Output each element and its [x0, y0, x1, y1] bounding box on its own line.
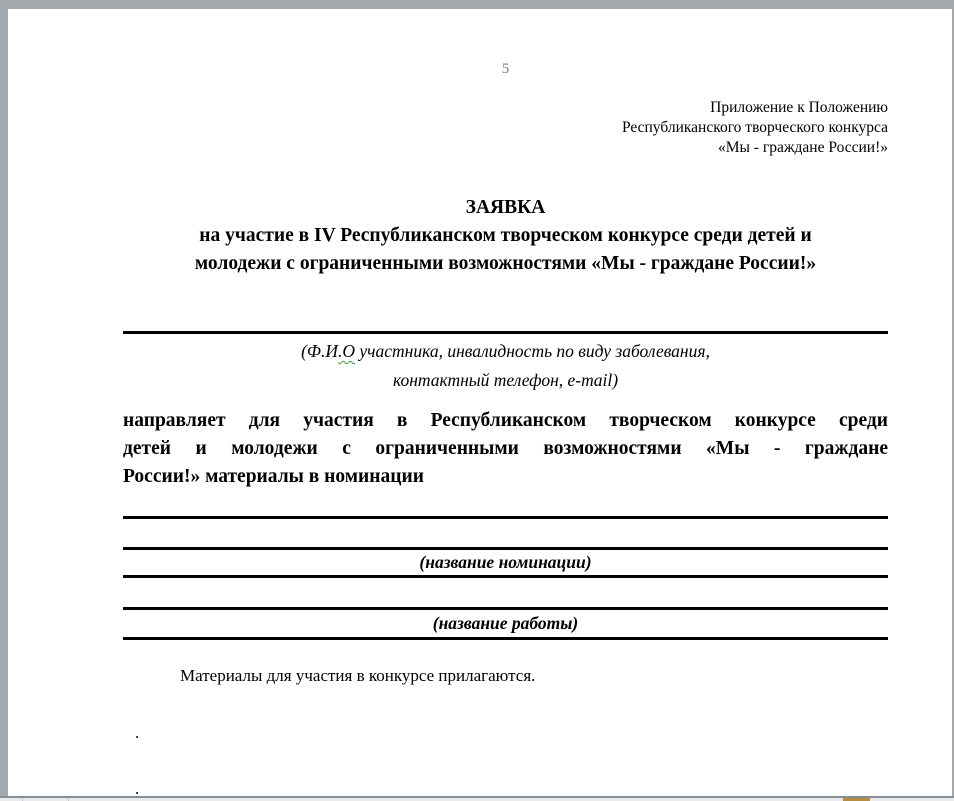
appendix-line: «Мы - граждане России!» — [717, 139, 888, 156]
form-title — [123, 194, 888, 278]
nomination-caption: (название номинации) — [419, 552, 592, 572]
nomination-blank-line-rule — [123, 516, 888, 519]
attachments-note: Материалы для участия в конкурсе прилагаются. — [180, 666, 536, 685]
stray-period-2: . — [135, 779, 140, 796]
participant-hint-spellcheck: .О — [338, 341, 356, 361]
stray-period-1: . — [135, 723, 140, 742]
work-blank-line-rule — [123, 607, 888, 610]
document-page — [8, 9, 952, 796]
participant-hint — [123, 337, 888, 395]
form-title-line: молодежи с ограниченными возможностями «Мы - граждане России!» — [194, 253, 817, 274]
appendix-line: Республиканского творческого конкурса — [621, 119, 888, 136]
participant-hint-line — [123, 337, 888, 366]
form-title-line: на участие в IV Республиканском творческом конкурсе среди детей и — [199, 225, 812, 246]
participant-blank-line-rule — [123, 331, 888, 334]
work-caption: (название работы) — [432, 613, 579, 633]
application-body-line: детей и молодежи с ограниченными возможностями «Мы - граждане — [123, 438, 888, 459]
participant-hint-prefix: (Ф.И — [301, 341, 339, 361]
appendix-line: Приложение к Положению — [710, 99, 888, 116]
participant-hint-line: контактный телефон, e-mail) — [392, 370, 619, 390]
form-title-word: ЗАЯВКА — [465, 197, 546, 218]
application-body-line: направляет для участия в Республиканском творческом конкурсе среди — [123, 410, 888, 431]
nomination-caption-rule — [123, 575, 888, 578]
page-number: 5 — [501, 61, 510, 77]
participant-hint-suffix: участника, инвалидность по виду заболевания, — [355, 341, 710, 361]
application-body-line: России!» материалы в номинации — [123, 466, 424, 487]
application-body — [123, 407, 888, 491]
appendix-note — [123, 98, 888, 158]
work-caption-rule — [123, 637, 888, 640]
